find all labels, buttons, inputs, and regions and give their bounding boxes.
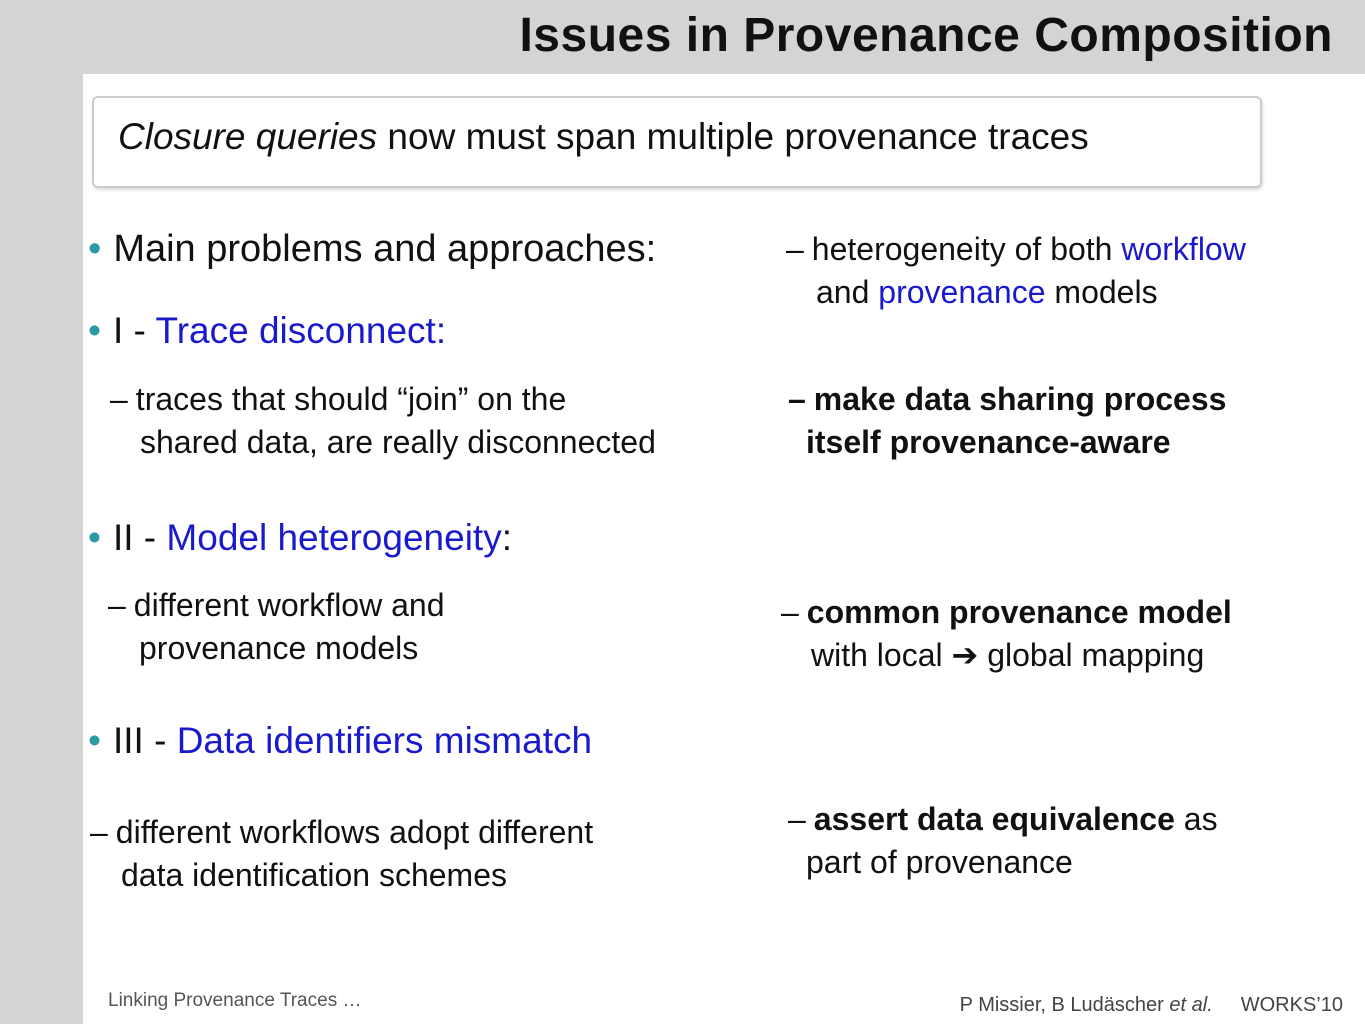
section-1-problem-line1: – traces that should “join” on the <box>110 381 567 417</box>
section-2-heading: • II - Model heterogeneity: <box>88 517 512 558</box>
section-1-heading: • I - Trace disconnect: <box>88 310 447 351</box>
callout-text <box>118 116 1089 158</box>
callout-rest: now must span multiple provenance traces <box>377 116 1089 157</box>
section-1-approach-line2: itself provenance-aware <box>806 424 1171 460</box>
footer-right: P Missier, B Ludäscher et al. WORKS’10 <box>959 994 1343 1016</box>
footer-left: Linking Provenance Traces … <box>108 990 362 1011</box>
section-2-approach-line2: with local ➔ global mapping <box>811 637 1205 673</box>
section-2-problem-line1: – different workflow and <box>108 587 445 623</box>
section-3-heading: • III - Data identifiers mismatch <box>88 720 593 761</box>
section-1-approach-line1: – make data sharing process <box>788 381 1227 417</box>
section-3-approach-line2: part of provenance <box>806 844 1073 880</box>
callout-box <box>92 96 1262 188</box>
section-3-problem-line1: – different workflows adopt different <box>90 814 594 850</box>
bullet-icon: • <box>88 228 102 270</box>
callout-italic: Closure queries <box>118 116 378 157</box>
right-top-line1: – heterogeneity of both workflow <box>786 231 1246 267</box>
section-2-problem-line2: provenance models <box>139 630 419 666</box>
slide-title: Issues in Provenance Composition <box>519 9 1333 62</box>
left-sidebar-band <box>0 0 83 1024</box>
section-3-approach-line1: – assert data equivalence as <box>788 801 1218 837</box>
section-2-approach-line1: – common provenance model <box>781 594 1232 630</box>
right-top-line2: and provenance models <box>816 274 1158 310</box>
main-heading-label: Main problems and approaches: <box>113 228 657 270</box>
main-heading <box>88 228 656 271</box>
section-1-problem-line2: shared data, are really disconnected <box>140 424 656 460</box>
section-3-problem-line2: data identification schemes <box>121 857 507 893</box>
